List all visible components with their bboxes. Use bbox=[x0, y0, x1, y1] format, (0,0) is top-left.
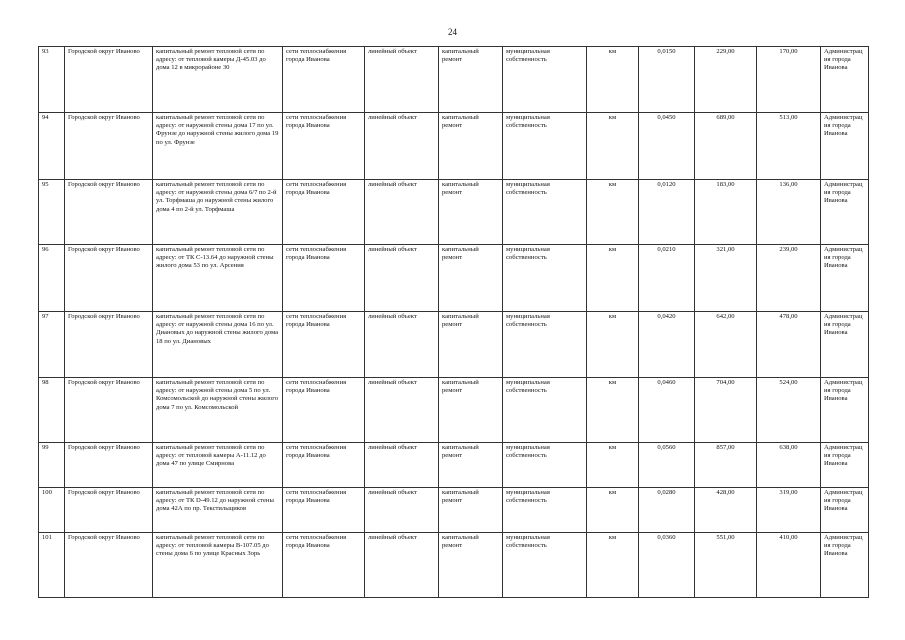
ownership-cell: муниципальная собственность bbox=[503, 488, 587, 533]
object-type-cell: линейный объект bbox=[365, 312, 439, 378]
work-description-cell: капитальный ремонт тепловой сети по адресу: от наружной стены дома 16 по ул. Диановых до наружной стены жилого дома 18 по ул. Диановых bbox=[153, 312, 283, 378]
cost-part-cell: 136,00 bbox=[757, 180, 821, 245]
table-row bbox=[39, 488, 869, 533]
municipality-cell: Городской округ Иваново bbox=[65, 533, 153, 598]
cost-part-cell: 239,00 bbox=[757, 245, 821, 312]
work-type-cell: капитальный ремонт bbox=[439, 47, 503, 113]
work-type-cell: капитальный ремонт bbox=[439, 245, 503, 312]
executor-cell: Администрация города Иванова bbox=[821, 378, 869, 443]
cost-total-cell: 857,00 bbox=[695, 443, 757, 488]
unit-cell: км bbox=[587, 443, 639, 488]
cost-part-cell: 478,00 bbox=[757, 312, 821, 378]
work-description-cell: капитальный ремонт тепловой сети по адресу: от ТК С-13.64 до наружной стены жилого дома 53 по ул. Арсения bbox=[153, 245, 283, 312]
municipality-cell: Городской округ Иваново bbox=[65, 180, 153, 245]
work-type-cell: капитальный ремонт bbox=[439, 113, 503, 180]
cost-part-cell: 638,00 bbox=[757, 443, 821, 488]
work-description-cell: капитальный ремонт тепловой сети по адресу: от тепловой камеры Д-45.03 до дома 12 в микрорайоне 30 bbox=[153, 47, 283, 113]
executor-cell: Администрация города Иванова bbox=[821, 443, 869, 488]
cost-total-cell: 321,00 bbox=[695, 245, 757, 312]
unit-cell: км bbox=[587, 113, 639, 180]
quantity-cell: 0,0420 bbox=[639, 312, 695, 378]
row-number: 98 bbox=[39, 378, 65, 443]
quantity-cell: 0,0460 bbox=[639, 378, 695, 443]
cost-part-cell: 513,00 bbox=[757, 113, 821, 180]
municipality-cell: Городской округ Иваново bbox=[65, 113, 153, 180]
unit-cell: км bbox=[587, 312, 639, 378]
row-number: 93 bbox=[39, 47, 65, 113]
cost-total-cell: 689,00 bbox=[695, 113, 757, 180]
work-description-cell: капитальный ремонт тепловой сети по адресу: от тепловой камеры В-107.05 до стены дома 6 по улице Красных Зорь bbox=[153, 533, 283, 598]
cost-part-cell: 319,00 bbox=[757, 488, 821, 533]
municipality-cell: Городской округ Иваново bbox=[65, 378, 153, 443]
table-row bbox=[39, 378, 869, 443]
executor-cell: Администрация города Иванова bbox=[821, 533, 869, 598]
unit-cell: км bbox=[587, 47, 639, 113]
work-description-cell: капитальный ремонт тепловой сети по адресу: от наружной стены дома 5 по ул. Комсомольской до наружной стены жилого дома 7 по ул. Комсомольской bbox=[153, 378, 283, 443]
ownership-cell: муниципальная собственность bbox=[503, 443, 587, 488]
quantity-cell: 0,0450 bbox=[639, 113, 695, 180]
executor-cell: Администрация города Иванова bbox=[821, 312, 869, 378]
row-number: 94 bbox=[39, 113, 65, 180]
table-row bbox=[39, 113, 869, 180]
quantity-cell: 0,0150 bbox=[639, 47, 695, 113]
object-cell: сети теплоснабжения города Иванова bbox=[283, 443, 365, 488]
municipality-cell: Городской округ Иваново bbox=[65, 488, 153, 533]
cost-total-cell: 642,00 bbox=[695, 312, 757, 378]
object-type-cell: линейный объект bbox=[365, 443, 439, 488]
work-description-cell: капитальный ремонт тепловой сети по адресу: от ТК D-49.12 до наружной стены дома 42А по пр. Текстильщиков bbox=[153, 488, 283, 533]
table-body bbox=[39, 47, 869, 598]
row-number: 99 bbox=[39, 443, 65, 488]
work-type-cell: капитальный ремонт bbox=[439, 533, 503, 598]
ownership-cell: муниципальная собственность bbox=[503, 378, 587, 443]
quantity-cell: 0,0120 bbox=[639, 180, 695, 245]
row-number: 95 bbox=[39, 180, 65, 245]
object-type-cell: линейный объект bbox=[365, 533, 439, 598]
object-cell: сети теплоснабжения города Иванова bbox=[283, 47, 365, 113]
page-number: 24 bbox=[448, 27, 457, 37]
work-type-cell: капитальный ремонт bbox=[439, 378, 503, 443]
cost-total-cell: 229,00 bbox=[695, 47, 757, 113]
work-type-cell: капитальный ремонт bbox=[439, 312, 503, 378]
unit-cell: км bbox=[587, 180, 639, 245]
object-cell: сети теплоснабжения города Иванова bbox=[283, 488, 365, 533]
ownership-cell: муниципальная собственность bbox=[503, 245, 587, 312]
executor-cell: Администрация города Иванова bbox=[821, 113, 869, 180]
quantity-cell: 0,0360 bbox=[639, 533, 695, 598]
quantity-cell: 0,0210 bbox=[639, 245, 695, 312]
ownership-cell: муниципальная собственность bbox=[503, 180, 587, 245]
unit-cell: км bbox=[587, 245, 639, 312]
object-cell: сети теплоснабжения города Иванова bbox=[283, 533, 365, 598]
ownership-cell: муниципальная собственность bbox=[503, 533, 587, 598]
unit-cell: км bbox=[587, 488, 639, 533]
municipality-cell: Городской округ Иваново bbox=[65, 443, 153, 488]
object-cell: сети теплоснабжения города Иванова bbox=[283, 113, 365, 180]
object-cell: сети теплоснабжения города Иванова bbox=[283, 180, 365, 245]
ownership-cell: муниципальная собственность bbox=[503, 113, 587, 180]
table-row bbox=[39, 312, 869, 378]
row-number: 101 bbox=[39, 533, 65, 598]
work-description-cell: капитальный ремонт тепловой сети по адресу: от наружной стены дома 6/7 по 2-й ул. Торфмаша до наружной стены жилого дома 4 по 2-й ул. Торфмаша bbox=[153, 180, 283, 245]
municipality-cell: Городской округ Иваново bbox=[65, 47, 153, 113]
row-number: 96 bbox=[39, 245, 65, 312]
cost-part-cell: 410,00 bbox=[757, 533, 821, 598]
executor-cell: Администрация города Иванова bbox=[821, 245, 869, 312]
table-row bbox=[39, 47, 869, 113]
work-type-cell: капитальный ремонт bbox=[439, 443, 503, 488]
quantity-cell: 0,0560 bbox=[639, 443, 695, 488]
table-row bbox=[39, 180, 869, 245]
unit-cell: км bbox=[587, 533, 639, 598]
repair-works-table bbox=[38, 46, 869, 598]
cost-total-cell: 428,00 bbox=[695, 488, 757, 533]
ownership-cell: муниципальная собственность bbox=[503, 47, 587, 113]
cost-part-cell: 524,00 bbox=[757, 378, 821, 443]
object-cell: сети теплоснабжения города Иванова bbox=[283, 245, 365, 312]
row-number: 97 bbox=[39, 312, 65, 378]
work-description-cell: капитальный ремонт тепловой сети по адресу: от наружной стены дома 17 по ул. Фрунзе до наружной стены жилого дома 19 по ул. Фрунзе bbox=[153, 113, 283, 180]
municipality-cell: Городской округ Иваново bbox=[65, 312, 153, 378]
executor-cell: Администрация города Иванова bbox=[821, 47, 869, 113]
object-type-cell: линейный объект bbox=[365, 245, 439, 312]
table-row bbox=[39, 245, 869, 312]
executor-cell: Администрация города Иванова bbox=[821, 180, 869, 245]
work-type-cell: капитальный ремонт bbox=[439, 488, 503, 533]
object-cell: сети теплоснабжения города Иванова bbox=[283, 312, 365, 378]
quantity-cell: 0,0280 bbox=[639, 488, 695, 533]
object-cell: сети теплоснабжения города Иванова bbox=[283, 378, 365, 443]
ownership-cell: муниципальная собственность bbox=[503, 312, 587, 378]
cost-total-cell: 551,00 bbox=[695, 533, 757, 598]
executor-cell: Администрация города Иванова bbox=[821, 488, 869, 533]
work-type-cell: капитальный ремонт bbox=[439, 180, 503, 245]
work-description-cell: капитальный ремонт тепловой сети по адресу: от тепловой камеры А-11.12 до дома 47 по улице Смирнова bbox=[153, 443, 283, 488]
municipality-cell: Городской округ Иваново bbox=[65, 245, 153, 312]
table-row bbox=[39, 443, 869, 488]
object-type-cell: линейный объект bbox=[365, 113, 439, 180]
row-number: 100 bbox=[39, 488, 65, 533]
cost-total-cell: 704,00 bbox=[695, 378, 757, 443]
object-type-cell: линейный объект bbox=[365, 488, 439, 533]
object-type-cell: линейный объект bbox=[365, 378, 439, 443]
table-row bbox=[39, 533, 869, 598]
object-type-cell: линейный объект bbox=[365, 180, 439, 245]
cost-part-cell: 170,00 bbox=[757, 47, 821, 113]
object-type-cell: линейный объект bbox=[365, 47, 439, 113]
cost-total-cell: 183,00 bbox=[695, 180, 757, 245]
unit-cell: км bbox=[587, 378, 639, 443]
